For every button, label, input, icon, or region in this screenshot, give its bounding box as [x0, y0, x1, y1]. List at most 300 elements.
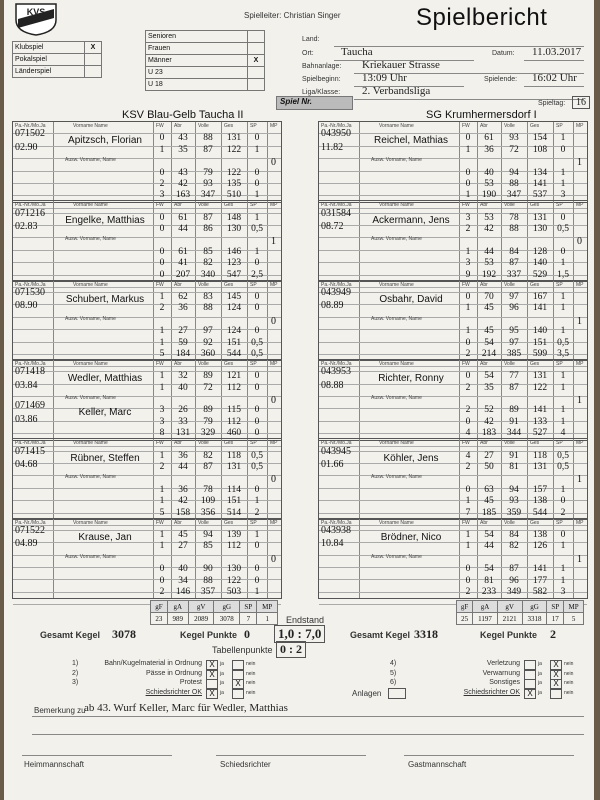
- stat-cell: 233: [481, 586, 497, 597]
- ja-checkbox[interactable]: X: [206, 660, 218, 670]
- stat-cell: 27: [178, 541, 188, 552]
- nein-checkbox[interactable]: [232, 670, 244, 680]
- stat-cell: 0: [159, 575, 165, 586]
- stat-cell: 54: [484, 564, 494, 575]
- column-header: FW: [462, 281, 470, 288]
- column-header: Pa.-Nr./Mo.Ja: [15, 281, 46, 288]
- stat-cell: 1: [159, 484, 165, 495]
- stat-cell: 40: [178, 564, 188, 575]
- stat-cell: 3: [159, 190, 165, 201]
- ja-label: ja: [220, 670, 224, 677]
- player-mp: 1: [271, 236, 276, 248]
- column-header: Vorname Name: [379, 360, 414, 367]
- column-header: MP: [576, 202, 584, 209]
- stat-cell: 0: [560, 212, 566, 223]
- totals-header: gV: [188, 601, 214, 613]
- column-header: Volle: [198, 360, 209, 367]
- spiel-nr-label: Spiel Nr.: [276, 96, 353, 110]
- stat-cell: 0: [254, 303, 260, 314]
- stat-cell: 0,5: [251, 450, 263, 461]
- stat-cell: 85: [203, 541, 213, 552]
- stat-cell: 1: [254, 586, 260, 597]
- column-header: Ges: [224, 123, 234, 129]
- column-header: Abr: [174, 360, 182, 367]
- column-header: FW: [156, 123, 164, 129]
- stat-cell: 0: [254, 405, 260, 416]
- stat-cell: 77: [509, 371, 519, 382]
- column-header: Ausw. Vorname, Name: [65, 395, 116, 402]
- nein-checkbox[interactable]: X: [232, 679, 244, 689]
- nein-checkbox[interactable]: X: [550, 679, 562, 689]
- column-header: Pa.-Nr./Mo.Ja: [321, 440, 352, 447]
- category-label: Männer: [146, 55, 248, 67]
- player-date: 04.68: [15, 458, 38, 470]
- stat-cell: 122: [226, 167, 242, 178]
- stat-cell: 61: [178, 246, 188, 257]
- player-block: [318, 280, 588, 362]
- column-header: Ausw. Vorname, Name: [371, 474, 422, 481]
- totals-value: 3078: [214, 613, 240, 625]
- column-header: FW: [156, 440, 164, 447]
- player-pass: 043950: [321, 128, 351, 140]
- stat-cell: 349: [506, 586, 522, 597]
- stat-cell: 151: [226, 496, 242, 507]
- stat-cell: 0: [254, 326, 260, 337]
- stat-cell: 70: [484, 291, 494, 302]
- player-pass: 071418: [15, 366, 45, 378]
- totals-header: SP: [240, 601, 257, 613]
- player-mp: 0: [577, 236, 582, 248]
- ja-checkbox[interactable]: X: [206, 670, 218, 680]
- stat-cell: 0,5: [557, 450, 569, 461]
- stat-cell: 108: [532, 144, 548, 155]
- column-header: MP: [270, 519, 278, 526]
- stat-cell: 141: [532, 405, 548, 416]
- stat-cell: 0: [465, 371, 471, 382]
- column-header: Ges: [224, 202, 234, 209]
- stat-cell: 2,5: [251, 269, 263, 280]
- column-header: Ges: [224, 360, 234, 367]
- stat-cell: 151: [226, 337, 242, 348]
- datum-label: Datum:: [492, 50, 515, 57]
- column-header: SP: [556, 202, 563, 209]
- column-header: Volle: [198, 202, 209, 209]
- stat-cell: 124: [226, 303, 242, 314]
- ja-label: ja: [538, 661, 542, 667]
- column-header: Vorname Name: [73, 519, 108, 526]
- column-header: SP: [250, 202, 257, 209]
- nein-checkbox[interactable]: [232, 689, 244, 699]
- column-header: SP: [250, 123, 257, 129]
- stat-cell: 527: [532, 428, 548, 439]
- player-block: [318, 121, 588, 203]
- match-type-label: Klubspiel: [13, 42, 85, 54]
- sig-gast: Gastmannschaft: [408, 760, 467, 769]
- stat-cell: 8: [159, 428, 165, 439]
- player-pass: 043949: [321, 286, 351, 298]
- stat-cell: 544: [532, 507, 548, 518]
- category-mark: [248, 43, 265, 55]
- column-header: Abr: [480, 281, 488, 288]
- column-header: Pa.-Nr./Mo.Ja: [15, 202, 46, 209]
- player-pass: 031584: [321, 207, 351, 219]
- column-header: Vorname Name: [379, 202, 414, 209]
- stat-cell: 126: [532, 541, 548, 552]
- stat-cell: 1: [465, 541, 471, 552]
- column-header: SP: [556, 123, 563, 129]
- column-header: Abr: [174, 519, 182, 526]
- stat-cell: 3: [465, 258, 471, 269]
- stat-cell: 510: [226, 190, 242, 201]
- player-block: [12, 518, 282, 600]
- column-header: FW: [462, 519, 470, 526]
- stat-cell: 0: [254, 541, 260, 552]
- away-totals-table: [456, 600, 584, 625]
- stat-cell: 3: [159, 405, 165, 416]
- player-name: Brödner, Nico: [380, 531, 442, 543]
- stat-cell: 5: [159, 348, 165, 359]
- stat-cell: 1: [560, 303, 566, 314]
- stat-cell: 1: [254, 190, 260, 201]
- totals-value: 25: [457, 613, 473, 625]
- column-header: Abr: [174, 440, 182, 447]
- column-header: Ausw. Vorname, Name: [65, 553, 116, 560]
- stat-cell: 167: [532, 291, 548, 302]
- stat-cell: 0: [159, 133, 165, 144]
- column-header: Abr: [480, 360, 488, 367]
- category-label: Senioren: [146, 31, 248, 43]
- stat-cell: 112: [227, 541, 241, 552]
- column-header: Abr: [480, 440, 488, 447]
- check-label: Schiedsrichter OK: [463, 688, 520, 696]
- column-header: SP: [556, 281, 563, 288]
- stat-cell: 2: [159, 461, 165, 472]
- stat-cell: 0,5: [251, 337, 263, 348]
- player-name: Schubert, Markus: [65, 293, 145, 305]
- home-team-name: KSV Blau-Gelb Taucha II: [122, 109, 244, 121]
- stat-cell: 0: [254, 416, 260, 427]
- stat-cell: 2: [465, 348, 471, 359]
- stat-cell: 3: [560, 190, 566, 201]
- stat-cell: 135: [226, 179, 242, 189]
- column-header: Pa.-Nr./Mo.Ja: [321, 281, 352, 288]
- stat-cell: 1: [159, 382, 165, 393]
- nein-checkbox[interactable]: X: [550, 660, 562, 670]
- stat-cell: 1: [159, 450, 165, 461]
- stat-cell: 177: [532, 575, 548, 586]
- player-pass: 071216: [15, 207, 45, 219]
- stat-cell: 0: [560, 144, 566, 155]
- column-header: FW: [156, 519, 164, 526]
- stat-cell: 122: [226, 144, 242, 155]
- column-header: Ausw. Vorname, Name: [371, 553, 422, 560]
- stat-cell: 2: [465, 224, 471, 235]
- column-header: Vorname Name: [73, 123, 108, 129]
- stat-cell: 61: [484, 133, 494, 144]
- stat-cell: 53: [484, 179, 494, 189]
- tabellenpunkte-label: Tabellenpunkte: [212, 645, 273, 655]
- nein-checkbox[interactable]: [232, 660, 244, 670]
- stat-cell: 0: [254, 258, 260, 269]
- player-mp: 0: [271, 395, 276, 407]
- stat-cell: 0: [254, 371, 260, 382]
- stat-cell: 3: [159, 416, 165, 427]
- ja-checkbox[interactable]: [524, 660, 536, 670]
- ja-checkbox[interactable]: X: [524, 689, 536, 699]
- ja-label: ja: [220, 661, 224, 667]
- ja-checkbox[interactable]: [206, 679, 218, 689]
- stat-cell: 79: [203, 167, 213, 178]
- home-totals-table: [150, 600, 278, 625]
- spielbeginn-label: Spielbeginn:: [302, 76, 341, 83]
- stat-cell: 42: [178, 496, 188, 507]
- nein-checkbox[interactable]: [550, 689, 562, 699]
- column-header: Pa.-Nr./Mo.Ja: [321, 360, 352, 367]
- totals-header: gG: [522, 601, 547, 613]
- stat-cell: 122: [226, 575, 242, 586]
- column-header: FW: [156, 360, 164, 367]
- player-block: [318, 200, 588, 282]
- nein-label: nein: [564, 670, 574, 677]
- ort-label: Ort:: [302, 50, 314, 57]
- stat-cell: 1: [560, 258, 566, 269]
- stat-cell: 0: [465, 575, 471, 586]
- stat-cell: 36: [178, 303, 188, 314]
- totals-header: SP: [547, 601, 564, 613]
- totals-value: 17: [547, 613, 564, 625]
- stat-cell: 537: [532, 190, 548, 201]
- player-mp: 0: [271, 157, 276, 169]
- stat-cell: 0: [159, 167, 165, 178]
- stat-cell: 347: [200, 190, 216, 201]
- stat-cell: 1: [560, 405, 566, 416]
- stat-cell: 95: [509, 326, 519, 337]
- player-mp: 0: [271, 474, 276, 486]
- column-header: Ausw. Vorname, Name: [65, 236, 116, 243]
- column-header: Ges: [530, 202, 540, 209]
- stat-cell: 131: [175, 428, 191, 439]
- player-mp: 1: [577, 553, 582, 565]
- player-date: 08.72: [321, 221, 344, 233]
- totals-value: 989: [167, 613, 188, 625]
- player-name: Ackermann, Jens: [372, 214, 450, 226]
- stat-cell: 192: [481, 269, 497, 280]
- player-name: Apitzsch, Florian: [68, 135, 142, 147]
- stat-cell: 131: [532, 371, 548, 382]
- page-title: Spielbericht: [416, 4, 548, 31]
- stat-cell: 40: [178, 382, 188, 393]
- away-punkte: 2: [550, 627, 556, 641]
- stat-cell: 1: [159, 371, 165, 382]
- stat-cell: 0: [560, 529, 566, 540]
- stat-cell: 3: [465, 212, 471, 223]
- player-mp: 1: [577, 395, 582, 407]
- stat-cell: 34: [178, 575, 188, 586]
- stat-cell: 121: [226, 371, 242, 382]
- stat-cell: 134: [532, 167, 548, 178]
- stat-cell: 1: [560, 575, 566, 586]
- stat-cell: 88: [203, 575, 213, 586]
- column-header: SP: [556, 360, 563, 367]
- stat-cell: 1: [254, 496, 260, 507]
- stat-cell: 87: [509, 564, 519, 575]
- stat-cell: 357: [200, 586, 216, 597]
- column-header: FW: [156, 281, 164, 288]
- stat-cell: 88: [509, 224, 519, 235]
- stat-cell: 44: [178, 224, 188, 235]
- category-mark: [248, 79, 265, 91]
- final-score: 1,0 : 7,0: [274, 625, 325, 643]
- nein-label: nein: [246, 689, 256, 696]
- player-date: 01.66: [321, 458, 344, 470]
- stat-cell: 139: [226, 529, 242, 540]
- player-mp: 1: [577, 315, 582, 327]
- stat-cell: 547: [226, 269, 242, 280]
- ja-label: ja: [220, 689, 224, 696]
- stat-cell: 43: [178, 167, 188, 178]
- stat-cell: 122: [532, 382, 548, 393]
- stat-cell: 1: [254, 246, 260, 257]
- stat-cell: 36: [484, 144, 494, 155]
- stat-cell: 0: [465, 179, 471, 189]
- stat-cell: 154: [532, 133, 548, 144]
- column-header: Ges: [530, 360, 540, 367]
- column-header: Ausw. Vorname, Name: [65, 157, 116, 164]
- column-header: Volle: [504, 360, 515, 367]
- stat-cell: 5: [159, 507, 165, 518]
- stat-cell: 61: [178, 212, 188, 223]
- bemerkung-label: Bemerkung zu: [34, 706, 86, 715]
- stat-cell: 0: [254, 382, 260, 393]
- stat-cell: 1: [159, 541, 165, 552]
- stat-cell: 460: [226, 428, 242, 439]
- stat-cell: 115: [227, 405, 241, 416]
- stat-cell: 0: [254, 428, 260, 439]
- stat-cell: 87: [203, 212, 213, 223]
- stat-cell: 92: [203, 337, 213, 348]
- stat-cell: 1: [560, 416, 566, 427]
- stat-cell: 128: [532, 246, 548, 257]
- player-pass: 071530: [15, 286, 45, 298]
- totals-header: gG: [214, 601, 240, 613]
- stat-cell: 544: [226, 348, 242, 359]
- stat-cell: 118: [533, 450, 547, 461]
- player-pass: 043945: [321, 445, 351, 457]
- stat-cell: 87: [203, 461, 213, 472]
- check-label: Verletzung: [486, 660, 520, 667]
- column-header: Ges: [224, 281, 234, 288]
- stat-cell: 1: [159, 291, 165, 302]
- player-date: 02.90: [15, 141, 38, 153]
- stat-cell: 184: [175, 348, 191, 359]
- stat-cell: 91: [509, 450, 519, 461]
- stat-cell: 385: [506, 348, 522, 359]
- column-header: Pa.-Nr./Mo.Ja: [15, 519, 46, 526]
- stat-cell: 131: [532, 212, 548, 223]
- stat-cell: 1: [254, 144, 260, 155]
- check-label: Schiedsrichter OK: [145, 688, 202, 696]
- stat-cell: 131: [226, 133, 242, 144]
- stat-cell: 96: [509, 303, 519, 314]
- column-header: Volle: [198, 440, 209, 447]
- sig-heim: Heimmannschaft: [24, 760, 85, 769]
- nein-label: nein: [564, 689, 574, 696]
- stat-cell: 81: [509, 461, 519, 472]
- stat-cell: 0: [560, 246, 566, 257]
- check-label: Pässe in Ordnung: [145, 669, 202, 677]
- stat-cell: 0: [254, 564, 260, 575]
- column-header: Abr: [174, 281, 182, 288]
- stat-cell: 141: [532, 303, 548, 314]
- stat-cell: 1: [560, 484, 566, 495]
- stat-cell: 0: [159, 258, 165, 269]
- column-header: Ausw. Vorname, Name: [371, 395, 422, 402]
- stat-cell: 0: [465, 484, 471, 495]
- stat-cell: 112: [227, 382, 241, 393]
- stat-cell: 36: [178, 450, 188, 461]
- stat-cell: 94: [509, 484, 519, 495]
- totals-value: 3318: [522, 613, 547, 625]
- nein-label: nein: [246, 680, 256, 687]
- column-header: Abr: [480, 202, 488, 209]
- column-header: Vorname Name: [379, 123, 414, 129]
- stat-cell: 7: [465, 507, 471, 518]
- stat-cell: 344: [506, 428, 522, 439]
- stat-cell: 1: [560, 133, 566, 144]
- ja-checkbox[interactable]: X: [206, 689, 218, 699]
- stat-cell: 1: [560, 291, 566, 302]
- column-header: SP: [250, 360, 257, 367]
- stat-cell: 97: [509, 337, 519, 348]
- stat-cell: 1: [159, 326, 165, 337]
- column-header: Vorname Name: [73, 440, 108, 447]
- totals-header: gF: [151, 601, 168, 613]
- totals-header: MP: [257, 601, 278, 613]
- stat-cell: 40: [484, 167, 494, 178]
- ja-checkbox[interactable]: [524, 670, 536, 680]
- stat-cell: 1: [254, 212, 260, 223]
- check-num: 5): [390, 669, 397, 677]
- category-label: Frauen: [146, 43, 248, 55]
- gesamt-kegel-label-home: Gesamt Kegel: [40, 630, 101, 640]
- match-type-label: Pokalspiel: [13, 54, 85, 66]
- column-header: Pa.-Nr./Mo.Ja: [321, 123, 352, 129]
- nein-checkbox[interactable]: X: [550, 670, 562, 680]
- stat-cell: 0: [465, 167, 471, 178]
- spielbeginn-value: 13:09 Uhr: [362, 72, 407, 84]
- stat-cell: 0: [254, 133, 260, 144]
- stat-cell: 1: [560, 371, 566, 382]
- stat-cell: 45: [484, 496, 494, 507]
- check-num: 4): [390, 660, 397, 667]
- totals-value: 1: [257, 613, 278, 625]
- stat-cell: 0: [159, 224, 165, 235]
- stat-cell: 3,5: [557, 348, 569, 359]
- player-mp: 0: [271, 553, 276, 565]
- stat-cell: 54: [484, 529, 494, 540]
- player-pass: 071522: [15, 524, 45, 536]
- ja-checkbox[interactable]: [524, 679, 536, 689]
- stat-cell: 0: [254, 179, 260, 189]
- stat-cell: 1: [254, 529, 260, 540]
- stat-cell: 27: [178, 326, 188, 337]
- stat-cell: 44: [484, 541, 494, 552]
- stat-cell: 53: [484, 212, 494, 223]
- stat-cell: 146: [226, 246, 242, 257]
- stat-cell: 207: [175, 269, 191, 280]
- stat-cell: 45: [484, 326, 494, 337]
- bemerkung-text: ab 43. Wurf Keller, Marc für Wedler, Matthias: [84, 702, 288, 714]
